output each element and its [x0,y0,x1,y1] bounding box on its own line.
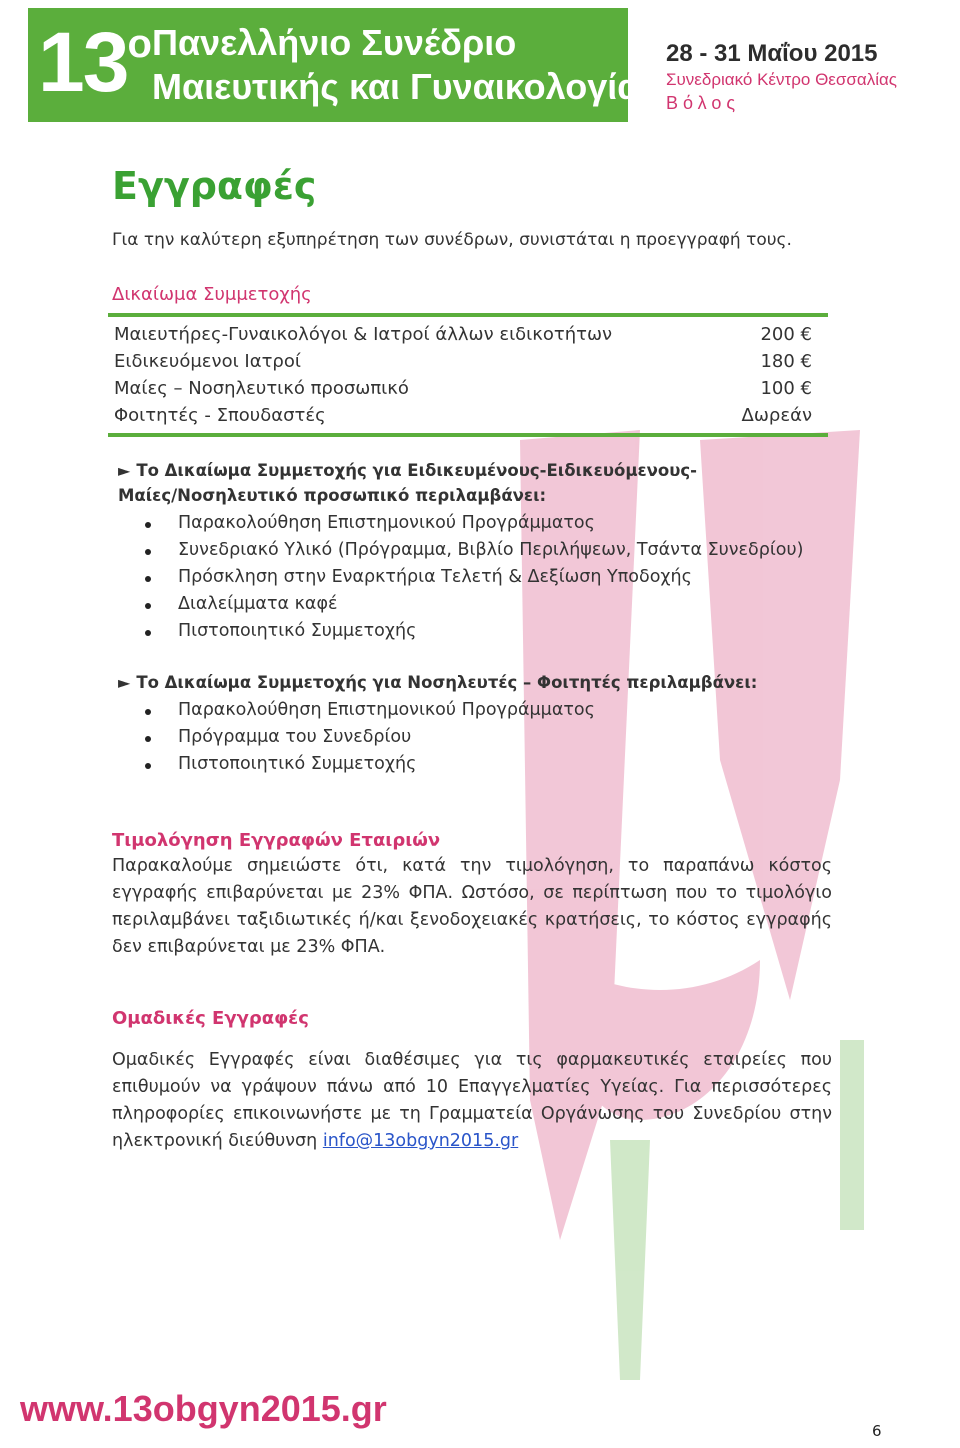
bg-green-bar [840,1040,864,1230]
section-heading-line2: Μαίες/Νοσηλευτικό προσωπικό περιλαμβάνει: [118,486,547,505]
fee-price: 180 € [760,351,812,372]
bullet-list [118,697,838,778]
list-item: Παρακολούθηση Επιστημονικού Προγράμματος [118,510,838,537]
section-nurses-students [118,670,838,778]
list-item: Πρόγραμμα του Συνεδρίου [118,724,838,751]
section-heading: ► Το Δικαίωμα Συμμετοχής για Νοσηλευτές – Φοιτητές περιλαμβάνει: [118,673,758,692]
invoicing-section [112,830,832,961]
fee-price: 200 € [760,324,812,345]
conference-title-line2: Μαιευτικής και Γυναικολογίας [152,66,659,107]
list-item: Συνεδριακό Υλικό (Πρόγραμμα, Βιβλίο Περιλήψεων, Τσάντα Συνεδρίου) [118,537,838,564]
bullet-list [118,510,838,645]
invoicing-text: Παρακαλούμε σημειώστε ότι, κατά την τιμολόγηση, το παραπάνω κόστος εγγραφής επιβαρύνεται με 23% ΦΠΑ. Ωστόσο, σε περίπτωση που το τιμολόγιο περιλαμβάνει ταξιδιωτικές ή/και ξενοδοχειακές κρατήσεις, το κόστος εγγραφής δεν επιβαρύνεται με 23% ΦΠΑ. [112,856,832,957]
bg-green-stem [610,1140,650,1380]
invoicing-title: Τιμολόγηση Εγγραφών Εταιριών [112,830,441,851]
email-link[interactable]: info@13obgyn2015.gr [322,1131,519,1151]
group-text: Ομαδικές Εγγραφές είναι διαθέσιμες για τις φαρμακευτικές εταιρείες που επιθυμούν να γράψουν πάνω από 10 Επαγγελματίες Υγείας. Για περισσότερες πληροφορίες επικοινωνήστε με τη Γραμματεία Οργάνωσης του Συνεδρίου στην ηλεκτρονική διεύθυνση info@13obgyn2015.gr [112,1050,832,1151]
fee-label: Μαίες – Νοσηλευτικό προσωπικό [114,378,409,399]
group-title: Ομαδικές Εγγραφές [112,1008,309,1029]
conference-venue: Συνεδριακό Κέντρο Θεσσαλίας [666,70,897,89]
fee-label: Ειδικευόμενοι Ιατροί [114,351,301,372]
page-number: 6 [872,1422,882,1440]
fees-title: Δικαίωμα Συμμετοχής [112,284,312,305]
conference-title-line1: Πανελλήνιο Συνέδριο [152,22,517,63]
fee-label: Μαιευτήρες-Γυναικολόγοι & Ιατροί άλλων ειδικοτήτων [114,324,613,345]
list-item: Πρόσκληση στην Εναρκτήρια Τελετή & Δεξίωση Υποδοχής [118,564,838,591]
intro-text: Για την καλύτερη εξυπηρέτηση των συνέδρων, συνιστάται η προεγγραφή τους. [112,230,792,250]
fee-price: Δωρεάν [741,405,812,426]
conference-dates: 28 - 31 Μαΐου 2015 [666,40,878,67]
conference-city: Βόλος [666,93,741,113]
header-banner [0,0,960,126]
fees-section [108,284,828,437]
fee-label: Φοιτητές - Σπουδαστές [114,405,326,426]
section-specialists [118,458,838,645]
fee-row [114,402,824,429]
footer-website: www.13obgyn2015.gr [20,1388,387,1429]
list-item: Παρακολούθηση Επιστημονικού Προγράμματος [118,697,838,724]
fee-price: 100 € [760,378,812,399]
list-item: Πιστοποιητικό Συμμετοχής [118,618,838,645]
arrow-right-icon: ► [118,461,131,480]
list-item: Πιστοποιητικό Συμμετοχής [118,751,838,778]
fee-row [114,375,824,402]
group-section [112,1008,832,1155]
fees-table [108,313,828,437]
list-item: Διαλείμματα καφέ [118,591,838,618]
section-heading: ► Το Δικαίωμα Συμμετοχής για Ειδικευμένους-Ειδικευόμενους- [118,461,698,480]
arrow-right-icon: ► [118,673,131,692]
page-title: Εγγραφές [112,164,317,208]
edition-number: $13^o$ [38,15,150,109]
fee-row [114,348,824,375]
fee-row [114,321,824,348]
